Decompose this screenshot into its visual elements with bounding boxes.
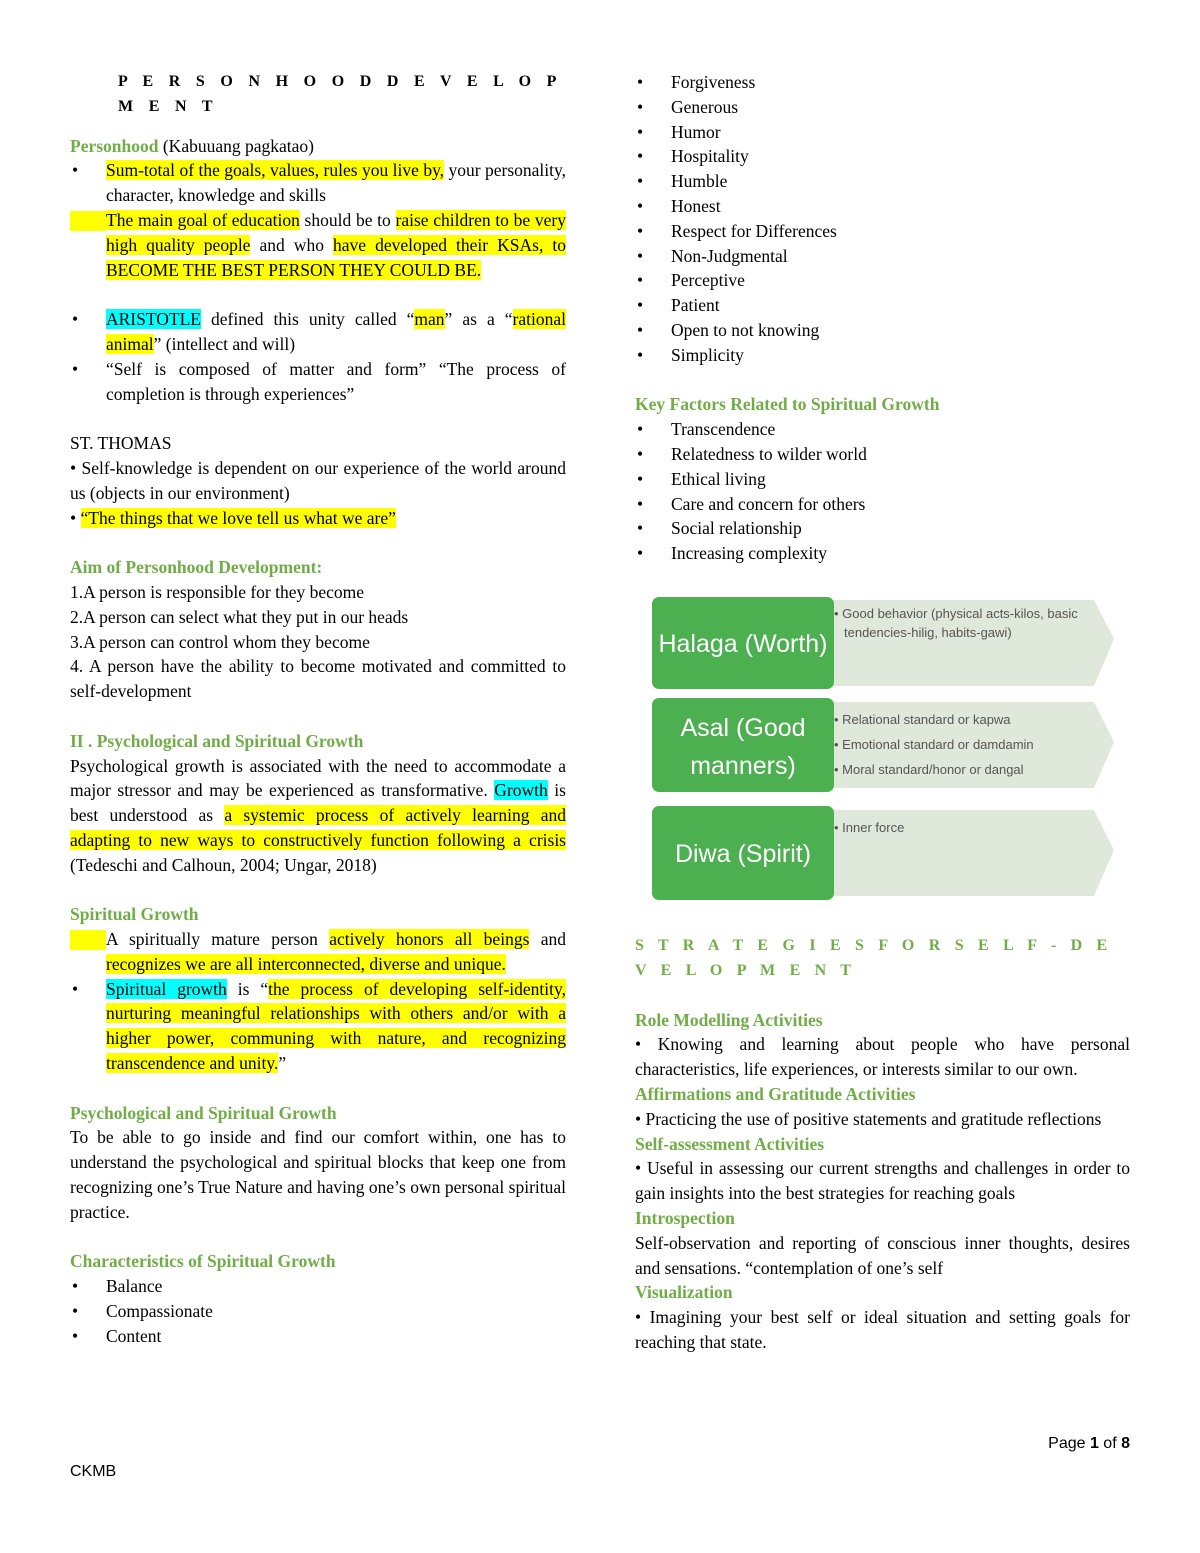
page-label: Page	[1048, 1435, 1090, 1452]
author-footer: CKMB	[70, 1463, 117, 1480]
highlight-text: a systemic process of actively learning and adapting to new ways to constructively function following a crisis	[70, 805, 566, 850]
spiritual-heading: Spiritual Growth	[70, 904, 199, 925]
list-item: • Respect for Differences	[635, 219, 1130, 244]
aim-item-3: 3.A person can control whom they become	[70, 631, 370, 652]
strategies-heading: S T R A T E G I E S F O R S E L F - D E V E L O P M E N T	[635, 936, 1113, 979]
self-heading: Self-assessment Activities	[635, 1133, 825, 1154]
row-bullet: tendencies-hilig, habits-gawi)	[844, 625, 1012, 640]
body-text: should be to	[299, 209, 396, 230]
aff-text: • Practicing the use of positive statements and gratitude reflections	[635, 1108, 1102, 1129]
list-item: • Humble	[635, 169, 1130, 194]
list-item: • Care and concern for others	[635, 492, 1130, 517]
psych2-paragraph: To be able to go inside and find our comfort within, one has to understand the psychological and spiritual blocks that keep one from recognizing one’s True Nature and having one’s own personal spiritual practice.	[70, 1127, 566, 1222]
list-item: • Honest	[635, 194, 1130, 219]
body-text: Psychological growth is associated with the need to accommodate a major stressor and may be experienced as transformative.	[70, 755, 566, 801]
highlight-text: The	[106, 209, 138, 230]
highlight-text: have developed their KSAs, to BECOME THE BEST PERSON THEY COULD BE.	[106, 234, 566, 280]
psych-paragraph	[70, 754, 566, 878]
highlight-text: rational animal	[106, 309, 566, 354]
left-column	[70, 70, 566, 1349]
intro-text: Self-observation and reporting of conscious inner thoughts, desires and sensations. “contemplation of one’s self	[635, 1232, 1130, 1278]
body-text: (Tedeschi and Calhoun, 2004; Ungar, 2018)	[70, 854, 377, 875]
list-item: • Increasing complexity	[635, 541, 1130, 566]
highlight-text: main goal of education	[137, 209, 300, 230]
page-current: 1	[1089, 1435, 1099, 1452]
body-text: and	[529, 929, 566, 950]
key-factors-list	[635, 417, 1130, 566]
aim-heading: Aim of Personhood Development:	[70, 557, 323, 578]
aim-item-1: 1.A person is responsible for they become	[70, 581, 365, 602]
list-item: • Perceptive	[635, 268, 1130, 293]
body-text: ” as a “	[444, 309, 513, 330]
page-title: P E R S O N H O O D D E V E L O P M E N T	[118, 73, 562, 115]
row-bullet: • Inner force	[834, 820, 905, 835]
list-item: • Content	[70, 1324, 566, 1349]
body-text: ”	[278, 1053, 287, 1074]
box-label: Asal (Good	[680, 714, 806, 742]
personhood-subtitle: (Kabuuang pagkatao)	[162, 135, 314, 156]
bullet-char: •	[70, 507, 81, 528]
intro-heading: Introspection	[635, 1207, 735, 1228]
box-label: manners)	[690, 752, 796, 780]
highlight-text: raise children to be very high quality people	[106, 209, 566, 255]
vis-text: • Imagining your best self or ideal situation and setting goals for reaching that state.	[635, 1307, 1130, 1352]
list-item: • Forgiveness	[635, 70, 1130, 95]
vis-heading: Visualization	[635, 1282, 733, 1303]
page-of: of	[1098, 1435, 1122, 1452]
list-item: • Hospitality	[635, 144, 1130, 169]
list-item: • Relatedness to wilder world	[635, 442, 1130, 467]
highlight-text: ARISTOTLE	[106, 309, 201, 330]
body-text: your personality, character, knowledge and skills	[106, 160, 566, 206]
highlight-text: Growth	[494, 780, 548, 801]
characteristics-list-right	[635, 70, 1130, 368]
bullet-highlight	[70, 930, 106, 950]
aff-heading: Affirmations and Gratitude Activities	[635, 1083, 916, 1104]
list-item: • Patient	[635, 293, 1130, 318]
list-item: • Simplicity	[635, 343, 1130, 368]
list-item: • Transcendence	[635, 417, 1130, 442]
highlight-text: the process of developing self-identity, nurturing meaningful relationships with others and/or with a higher power, communing with nature, and recognizing transcendence and unity.	[106, 978, 566, 1074]
page-number	[1048, 1435, 1130, 1453]
values-diagram	[648, 592, 1116, 904]
body-text: A spiritually mature person	[106, 929, 330, 950]
key-factors-heading: Key Factors Related to Spiritual Growth	[635, 394, 940, 415]
aristotle-list	[70, 307, 566, 406]
st-thomas-heading: ST. THOMAS	[70, 433, 172, 454]
list-item: • “Self is composed of matter and form” “The process of completion is through experiences”	[70, 357, 566, 407]
characteristics-list-left	[70, 1274, 566, 1348]
highlight-text: actively honors all beings	[329, 929, 530, 950]
highlight-text: “The things that we love tell us what we are”	[80, 507, 396, 528]
row-bullet: • Good behavior (physical acts-kilos, basic	[834, 606, 1078, 621]
bullet-highlight	[70, 211, 106, 231]
body-text: is “	[226, 978, 269, 999]
list-item	[70, 977, 566, 1076]
role-text: • Knowing and learning about people who have personal characteristics, life experiences, or interests similar to our own.	[635, 1034, 1130, 1080]
list-item: • Ethical living	[635, 467, 1130, 492]
body-text: defined this unity called “	[200, 309, 415, 330]
list-item	[70, 307, 566, 357]
st-thomas-line-2	[70, 506, 566, 531]
list-item: • Compassionate	[70, 1299, 566, 1324]
spiritual-list	[70, 927, 566, 1076]
list-item: • Humor	[635, 120, 1130, 145]
highlight-text: Sum-total of the goals, values, rules you live by,	[106, 160, 445, 181]
body-text: ” (intellect and will)	[153, 333, 296, 354]
body-text: and who	[250, 234, 333, 255]
personhood-list	[70, 158, 566, 282]
list-item	[70, 927, 566, 977]
role-heading: Role Modelling Activities	[635, 1009, 823, 1030]
psych-heading: II . Psychological and Spiritual Growth	[70, 730, 364, 751]
row-bullet: • Moral standard/honor or dangal	[834, 762, 1024, 777]
aim-item-4: 4. A person have the ability to become motivated and committed to self-development	[70, 656, 566, 702]
row-bullet: • Relational standard or kapwa	[834, 712, 1011, 727]
aim-item-2: 2.A person can select what they put in our heads	[70, 606, 409, 627]
st-thomas-line-1: • Self-knowledge is dependent on our experience of the world around us (objects in our environment)	[70, 457, 566, 503]
page-total: 8	[1121, 1435, 1130, 1452]
box-label: Halaga (Worth)	[658, 630, 828, 658]
highlight-text: Spiritual growth	[106, 978, 227, 999]
list-item: • Non-Judgmental	[635, 244, 1130, 269]
list-item	[70, 208, 566, 282]
psych2-heading: Psychological and Spiritual Growth	[70, 1102, 337, 1123]
personhood-heading: Personhood	[70, 135, 159, 156]
characteristics-heading: Characteristics of Spiritual Growth	[70, 1251, 336, 1272]
list-item: • Generous	[635, 95, 1130, 120]
row-bullet: • Emotional standard or damdamin	[834, 737, 1034, 752]
list-item: • Open to not knowing	[635, 318, 1130, 343]
body-text: is best understood as	[70, 780, 566, 826]
list-item: • Balance	[70, 1274, 566, 1299]
highlight-text: recognizes we are all interconnected, diverse and unique.	[106, 953, 506, 974]
highlight-text: man	[414, 309, 445, 330]
list-item	[70, 158, 566, 208]
box-label: Diwa (Spirit)	[674, 840, 812, 868]
self-text: • Useful in assessing our current strengths and challenges in order to gain insights into the best strategies for reaching goals	[635, 1158, 1130, 1204]
list-item: • Social relationship	[635, 516, 1130, 541]
personhood-heading-line	[70, 134, 566, 159]
